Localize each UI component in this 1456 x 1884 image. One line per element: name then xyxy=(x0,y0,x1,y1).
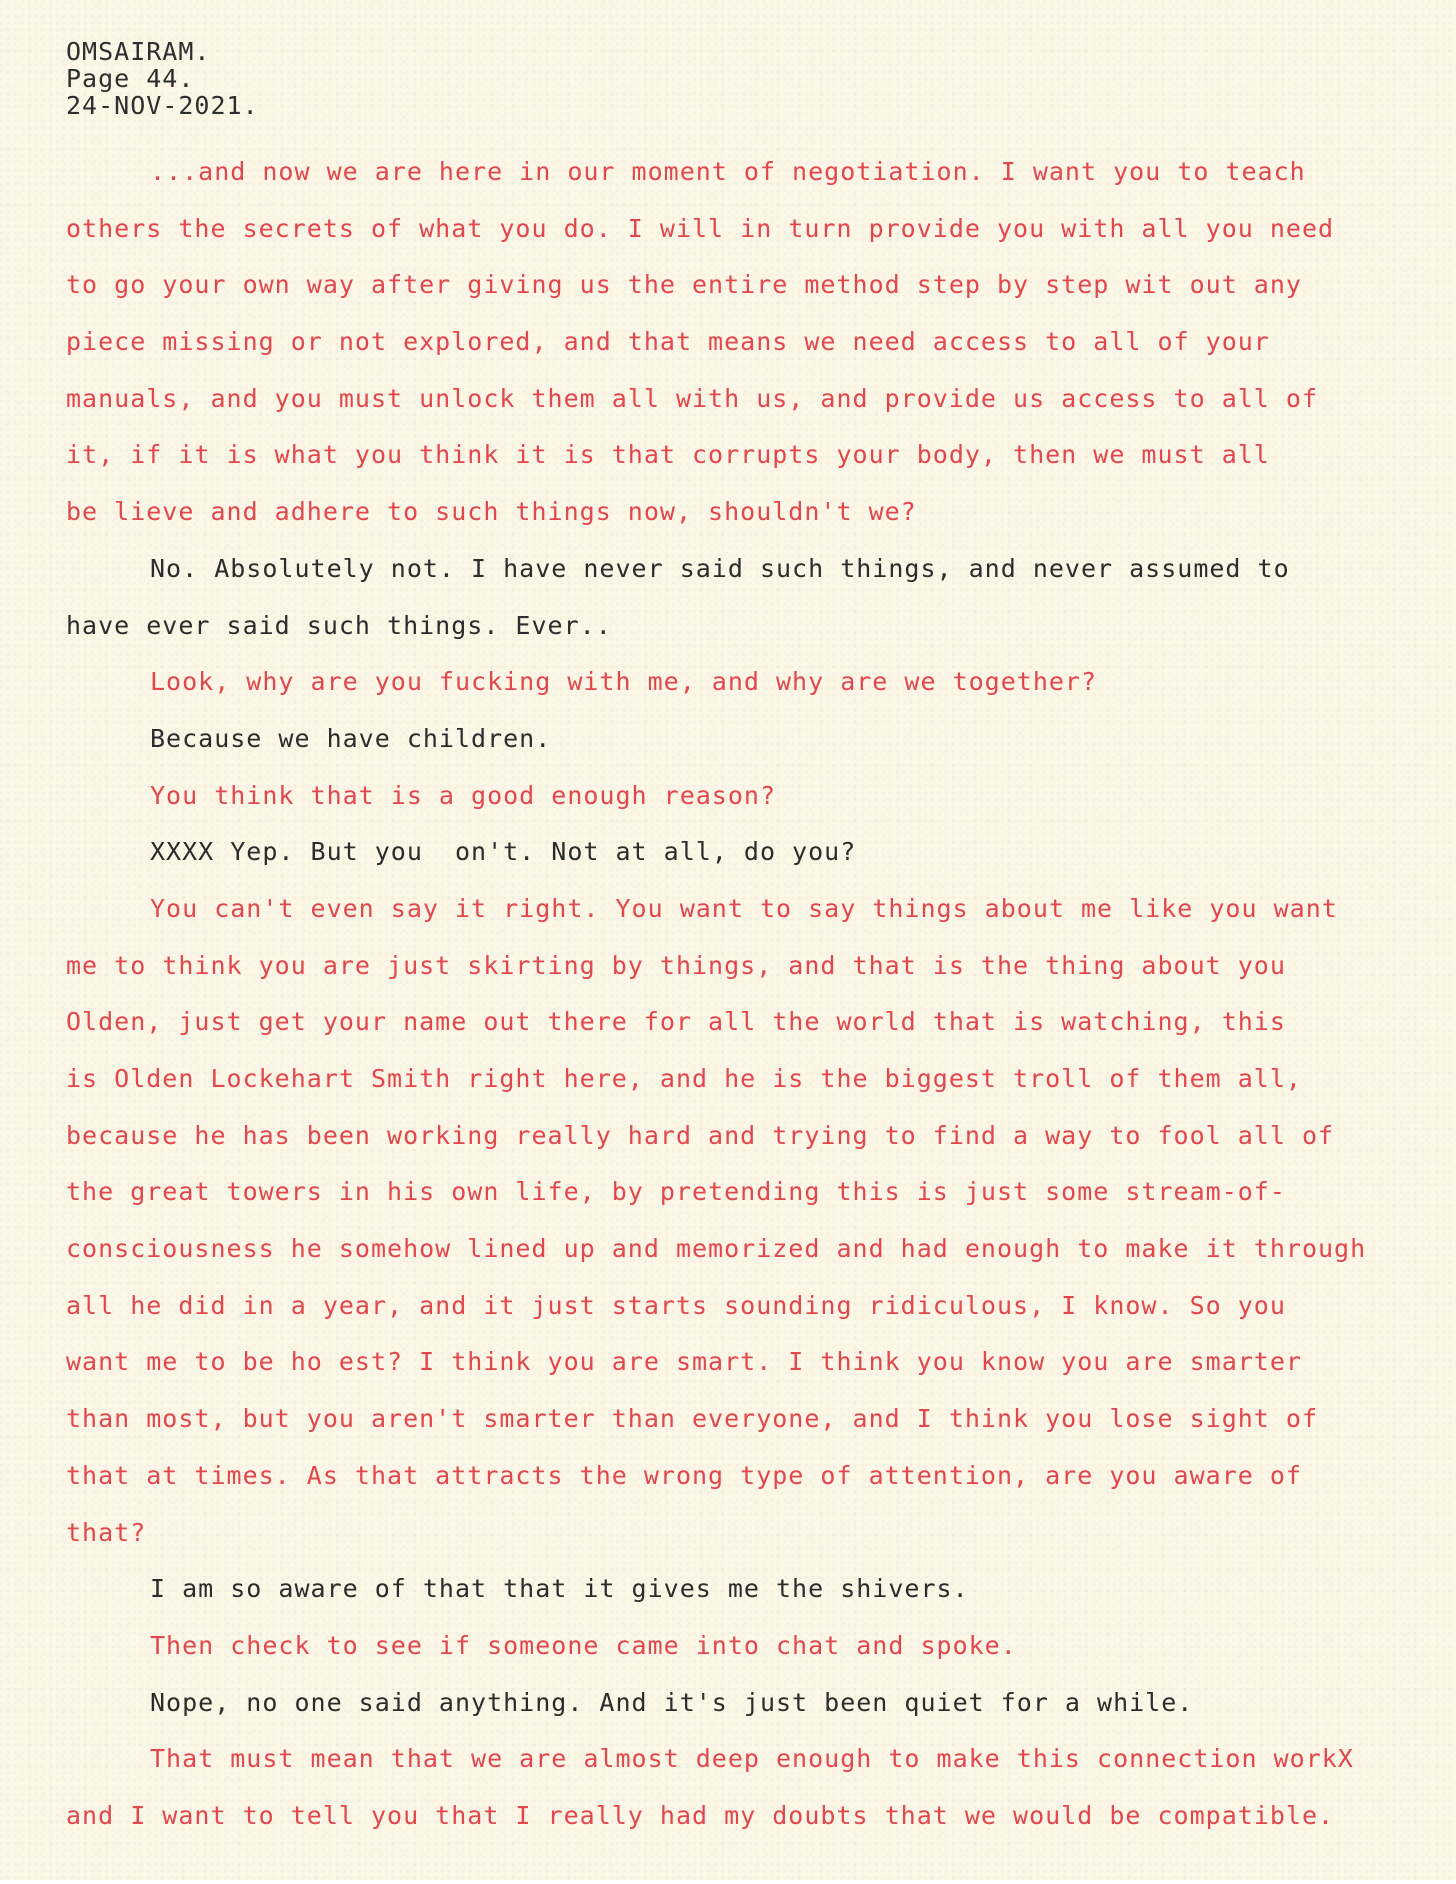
text-line: that at times. As that attracts the wrong type of attention, are you aware of xyxy=(66,1460,1302,1490)
text-line: Look, why are you fucking with me, and why are we together? xyxy=(150,667,1098,697)
text-line: Olden, just get your name out there for all the world that is watching, this xyxy=(66,1007,1286,1037)
text-line: all he did in a year, and it just starts sounding ridiculous, I know. So you xyxy=(66,1290,1286,1320)
text-line: to go your own way after giving us the entire method step by step wit out any xyxy=(66,270,1302,300)
text-line: consciousness he somehow lined up and memorized and had enough to make it through xyxy=(66,1234,1367,1264)
text-line: That must mean that we are almost deep enough to make this connection workX xyxy=(150,1744,1354,1774)
header-page-number: Page 44. xyxy=(66,64,195,93)
text-line: You think that is a good enough reason? xyxy=(150,780,776,810)
text-line: the great towers in his own life, by pretending this is just some stream-of- xyxy=(66,1177,1286,1207)
text-line: No. Absolutely not. I have never said such things, and never assumed to xyxy=(150,553,1290,583)
header-title: OMSAIRAM. xyxy=(66,37,211,66)
text-line: and I want to tell you that I really had my doubts that we would be compatible. xyxy=(66,1800,1335,1830)
text-line: You can't even say it right. You want to say things about me like you want xyxy=(150,893,1338,923)
text-line: have ever said such things. Ever.. xyxy=(66,610,612,640)
text-line: me to think you are just skirting by things, and that is the thing about you xyxy=(66,950,1286,980)
page-header xyxy=(66,38,259,119)
text-line: that? xyxy=(66,1517,147,1547)
header-date: 24-NOV-2021. xyxy=(66,91,259,120)
text-line: manuals, and you must unlock them all with us, and provide us access to all of xyxy=(66,383,1318,413)
text-line: Nope, no one said anything. And it's just been quiet for a while. xyxy=(150,1687,1194,1717)
page-body xyxy=(66,150,1456,1851)
text-line: Because we have children. xyxy=(150,723,552,753)
text-line: I am so aware of that that it gives me the shivers. xyxy=(150,1574,969,1604)
text-line: Then check to see if someone came into chat and spoke. xyxy=(150,1630,1017,1660)
text-line: is Olden Lockehart Smith right here, and he is the biggest troll of them all, xyxy=(66,1064,1302,1093)
text-line: because he has been working really hard and trying to find a way to fool all of xyxy=(66,1120,1335,1150)
text-line: it, if it is what you think it is that corrupts your body, then we must all xyxy=(66,440,1270,470)
text-line: others the secrets of what you do. I will in turn provide you with all you need xyxy=(66,213,1335,243)
text-line: XXXX Yep. But you on't. Not at all, do you? xyxy=(150,837,857,867)
text-line: piece missing or not explored, and that means we need access to all of your xyxy=(66,327,1270,357)
text-line: be lieve and adhere to such things now, shouldn't we? xyxy=(66,497,917,527)
text-line: than most, but you aren't smarter than everyone, and I think you lose sight of xyxy=(66,1404,1318,1434)
text-line: want me to be ho est? I think you are smart. I think you know you are smarter xyxy=(66,1347,1302,1377)
text-line: ...and now we are here in our moment of negotiation. I want you to teach xyxy=(150,157,1306,186)
